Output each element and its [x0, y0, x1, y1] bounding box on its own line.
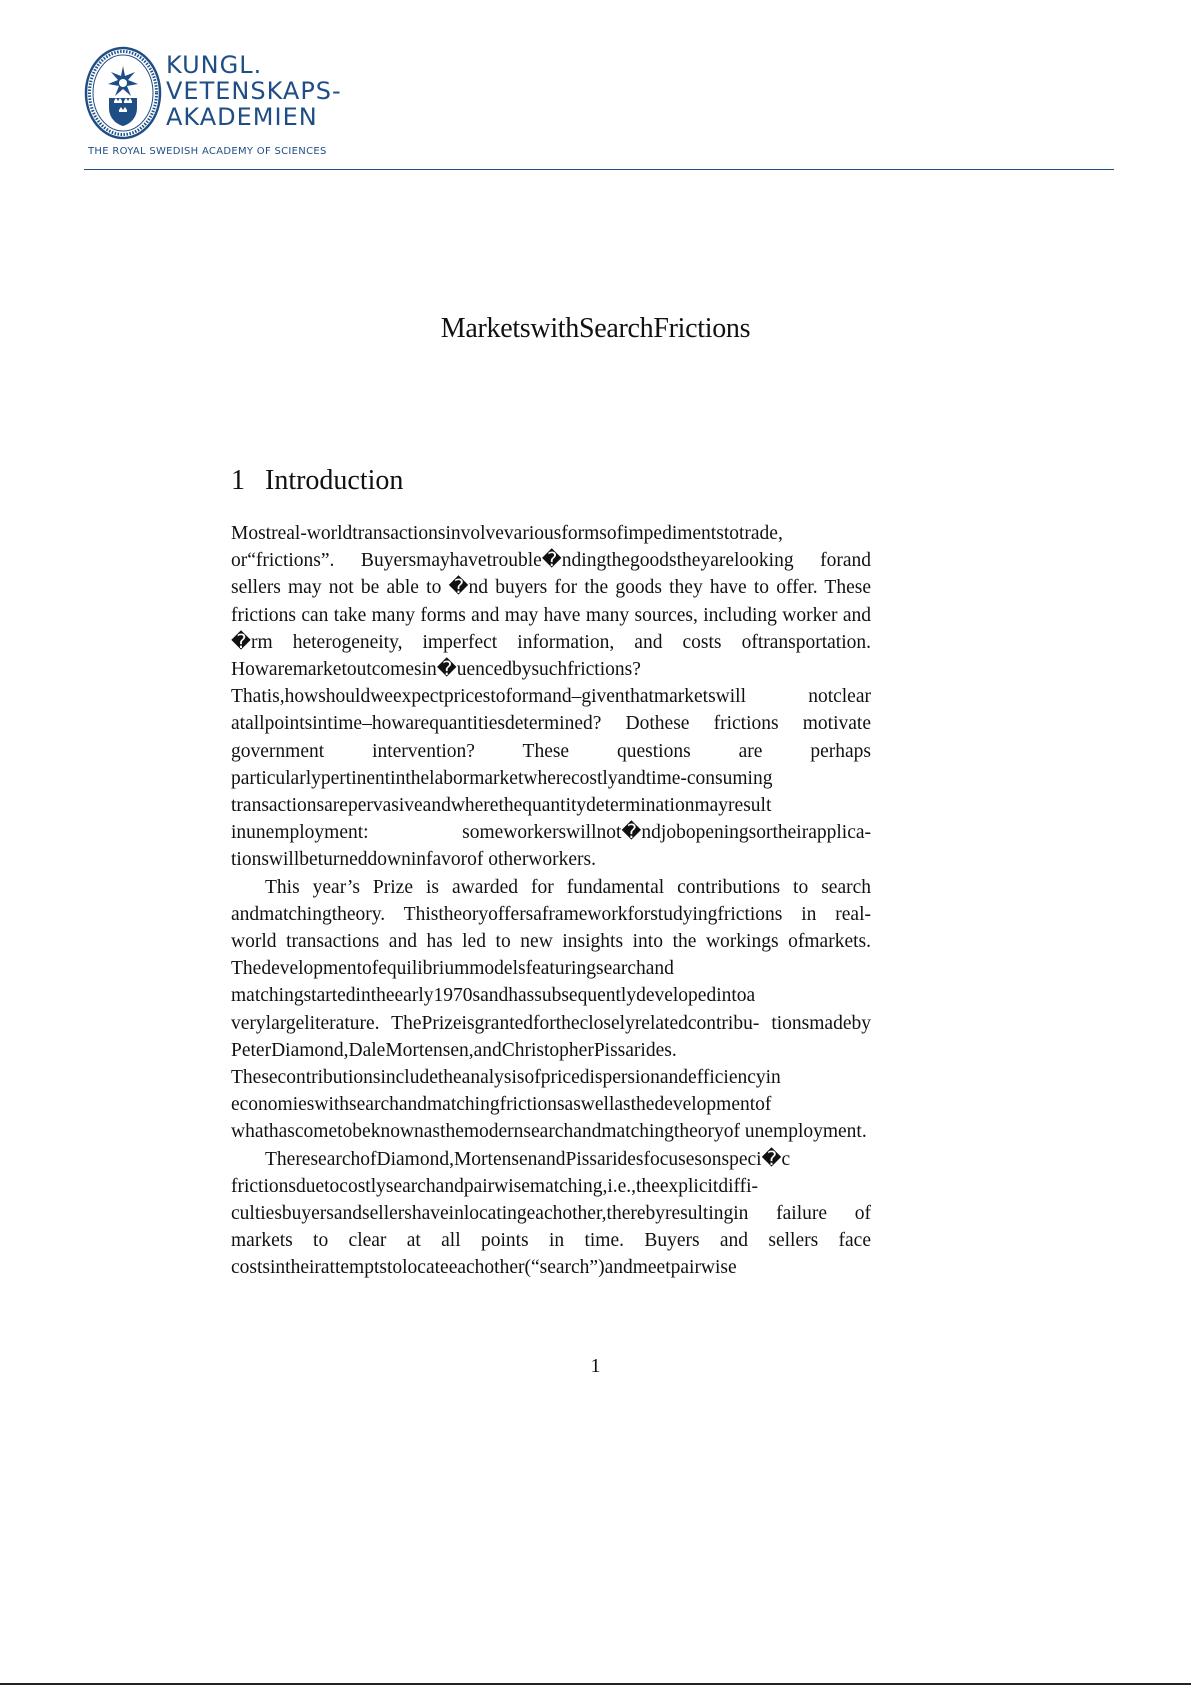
logo-line-1: KUNGL. [166, 51, 263, 79]
academy-seal-icon [84, 46, 162, 140]
paragraph: This year’s Prize is awarded for fundamental contributions to search andmatchingtheory. Thistheoryoffersaframeworkforstudyingfrictions in real-world transactions and has led to new insights into the workings ofmarkets. Thedevelopmentofequilibriummodelsfeaturingsearchand matchingstartedintheearly1970sandhassubsequentlydevelopedintoa verylargeliterature. ThePrizeisgrantedforthecloselyrelatedcontribu- tionsmadeby PeterDiamond,DaleMortensen,andChristopherPissarides. Thesecontributionsincludetheanalysisofpricedispersionandefficiencyin economieswithsearchandmatchingfrictionsaswellasthedevelopmentof whathascometobeknownasthemodernsearchandmatchingtheoryof unemployment. [231, 876, 871, 1143]
paragraph: Mostreal-worldtransactionsinvolvevariousformsofimpedimentstotrade, or“frictions”. Buyersmayhavetrouble�ndingthegoodstheyarelooking forand sellers may not be able to �nd buyers for the goods they have to offer. These frictions can take many forms and may have many sources, including worker and �rm heterogeneity, imperfect information, and costs oftransportation. Howaremarketoutcomesin�uencedbysuchfrictions? Thatis,howshouldweexpectpricestoformand–giventhatmarketswill notclear atallpointsintime–howarequantitiesdetermined? Dothese frictions motivate government intervention? These questions are perhaps particularlypertinentinthelabormarketwherecostlyandtime-consuming transactionsarepervasiveandwherethequantitydeterminationmayresult inunemployment: someworkerswillnot�ndjobopeningsortheirapplica- tionswillbeturneddowninfavorof otherworkers. [231, 523, 871, 871]
paragraph: TheresearchofDiamond,MortensenandPissaridesfocusesonspeci�c frictionsduetocostlysearchandpairwisematching,i.e.,theexplicitdiffi- cultiesbuyersandsellershaveinlocatingeachother,therebyresultingin failure of markets to clear at all points in time. Buyers and sellers face costsintheirattemptstolocateeachother(“search”)andmeetpairwise [231, 1148, 871, 1279]
page-number: 1 [590, 1355, 601, 1377]
logo-line-3: AKADEMIEN [166, 103, 318, 131]
section-number: 1 [231, 465, 245, 496]
body-text [231, 520, 871, 1282]
logo-subtitle: THE ROYAL SWEDISH ACADEMY OF SCIENCES [88, 146, 327, 157]
section-heading [231, 465, 403, 497]
header [84, 46, 1114, 170]
section-title: Introduction [265, 465, 404, 496]
logo-wordmark [166, 52, 342, 130]
logo-line-2: VETENSKAPS- [166, 77, 342, 105]
document-title: MarketswithSearchFrictions [440, 313, 751, 344]
header-divider [84, 169, 1114, 170]
